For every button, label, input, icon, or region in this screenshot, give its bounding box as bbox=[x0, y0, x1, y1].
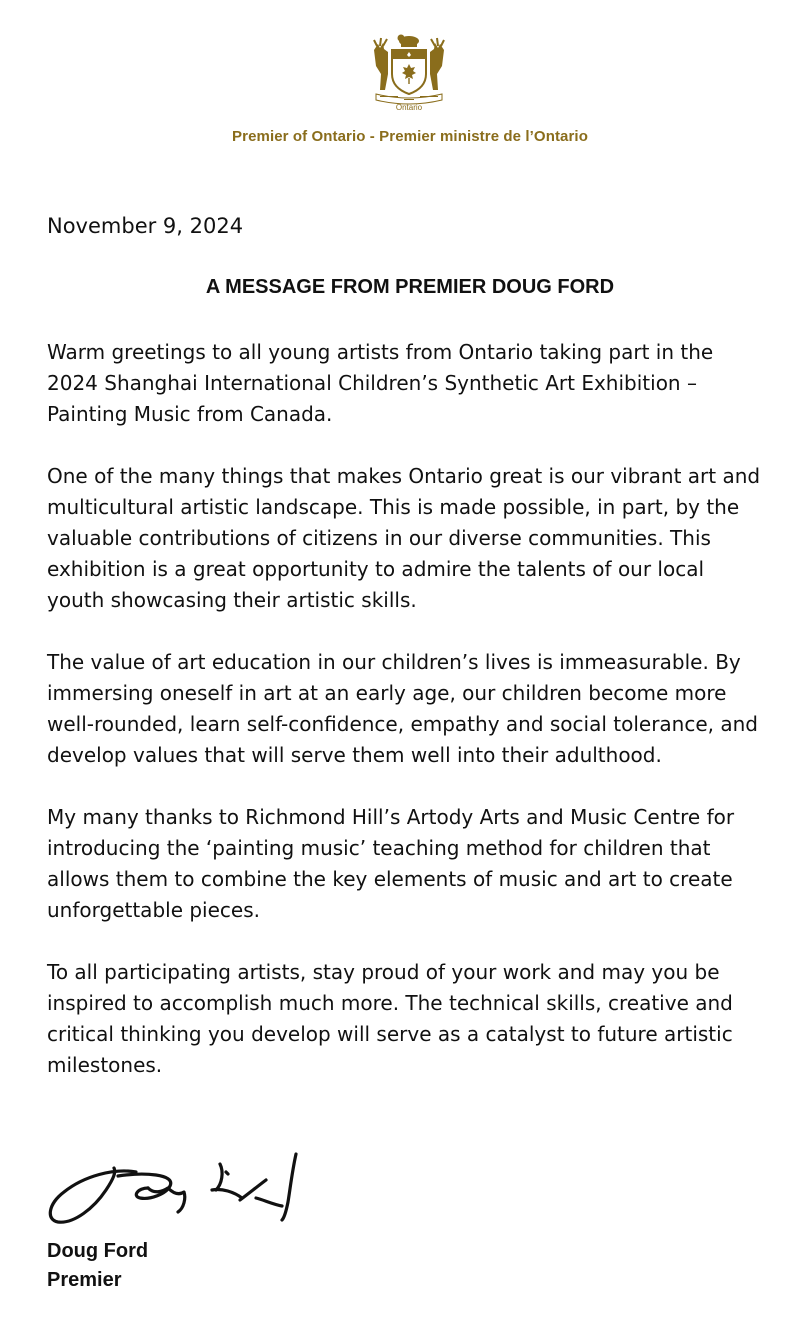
paragraph-greeting: Warm greetings to all young artists from Ontario taking part in the 2024 Shanghai International Children’s Synthetic Art Exhibition – Painting Music from Canada. bbox=[47, 340, 714, 426]
paragraph-thanks: My many thanks to Richmond Hill’s Artody Arts and Music Centre for introducing the ‘painting music’ teaching method for children that allows them to combine the key elements of music and art to create unforgettable pieces. bbox=[47, 805, 735, 922]
signoff bbox=[47, 1237, 148, 1295]
ontario-coat-of-arms-icon bbox=[368, 30, 450, 112]
paragraph-ontario-art: One of the many things that makes Ontario great is our vibrant art and multicultural artistic landscape. This is made possible, in part, by the valuable contributions of citizens in our diverse communities. This exhibition is a great opportunity to admire the talents of our local youth showcasing their artistic skills. bbox=[47, 464, 761, 612]
signature-icon bbox=[44, 1142, 334, 1237]
signer-name: Doug Ford bbox=[47, 1240, 149, 1262]
office-title: Premier of Ontario - Premier ministre de l’Ontario bbox=[232, 128, 588, 145]
letter-heading: A MESSAGE FROM PREMIER DOUG FORD bbox=[205, 276, 615, 298]
letter-date: November 9, 2024 bbox=[47, 214, 244, 238]
signer-title: Premier bbox=[47, 1269, 122, 1291]
letter-body bbox=[47, 337, 767, 1112]
paragraph-closing: To all participating artists, stay proud of your work and may you be inspired to accomplish much more. The technical skills, creative and critical thinking you develop will serve as a catalyst to future artistic milestones. bbox=[47, 960, 733, 1077]
crest-caption: Ontario bbox=[395, 103, 423, 112]
paragraph-art-education: The value of art education in our children’s lives is immeasurable. By immersing oneself in art at an early age, our children become more well-rounded, learn self-confidence, empathy and social tolerance, and develop values that will serve them well into their adulthood. bbox=[47, 650, 758, 767]
